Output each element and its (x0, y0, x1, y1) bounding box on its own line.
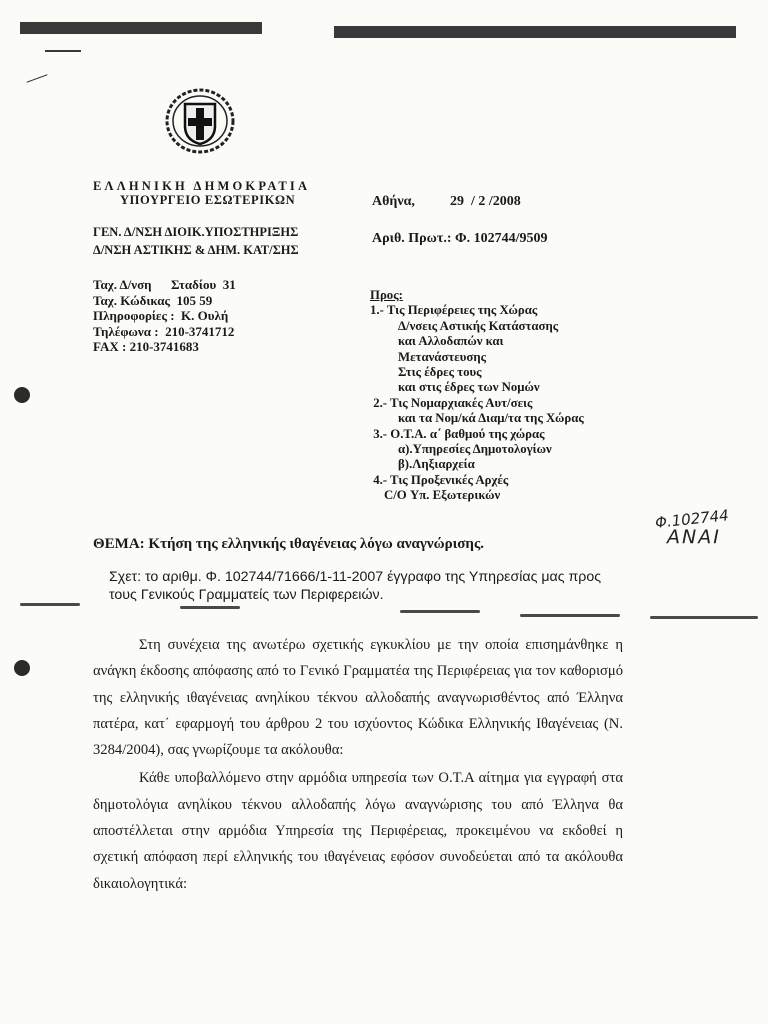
reference-line: Σχετ: το αριθμ. Φ. 102744/71666/1-11-2007 έγγραφο της Υπηρεσίας μας προς τους Γενικούς Γραμματείς των Περιφερειών. (109, 569, 602, 603)
scan-streak (400, 610, 480, 613)
scan-streak (20, 603, 80, 606)
recipient-line: 3.- Ο.Τ.Α. α΄ βαθμού της χώρας (370, 426, 545, 441)
punch-hole-top (14, 387, 30, 403)
recipient-line: 1.- Τις Περιφέρειες της Χώρας (370, 303, 538, 318)
recipient-line: και στις έδρες των Νομών (398, 380, 540, 395)
document-city: Αθήνα, (372, 194, 415, 209)
document-date: 29 / 2 /2008 (450, 194, 521, 209)
body-paragraph-2: Κάθε υποβαλλόμενο στην αρμόδια υπηρεσία των Ο.Τ.Α αίτημα για εγγραφή στα δημοτολόγια ανηλίκου τέκνου αλλοδαπής λόγω αναγνώρισης του από Έλληνα θα αποστέλλεται στην αρμόδια Υπηρεσία της Περιφέρειας, προκειμένου να εκδοθεί η σχετική απόφαση περί ελληνικής του ιθαγένειας εφόσον συνοδεύεται από τα ακόλουθα δικαιολογητικά: (93, 770, 623, 892)
recipient-list (370, 303, 584, 503)
scan-streak (650, 616, 758, 619)
contact-info: Πληροφορίες : Κ. Ουλή (93, 308, 229, 324)
letter-body (93, 632, 623, 897)
recipient-line: 4.- Τις Προξενικές Αρχές (370, 472, 509, 487)
contact-address: Ταχ. Δ/νση Σταδίου 31 (93, 277, 236, 292)
scan-mark-left (45, 50, 81, 52)
scan-streak (520, 614, 620, 617)
contact-block (93, 277, 236, 355)
protocol-number: Αριθ. Πρωτ.: Φ. 102744/9509 (372, 231, 548, 246)
recipient-line: 2.- Τις Νομαρχιακές Αυτ/σεις (370, 395, 533, 410)
recipient-line: β).Ληξιαρχεία (398, 457, 475, 472)
recipient-line: και τα Νομ/κά Διαμ/τα της Χώρας (398, 411, 584, 426)
recipients-block (370, 288, 584, 504)
greek-coat-of-arms-icon (165, 88, 235, 154)
recipient-line: Μετανάστευσης (398, 349, 487, 364)
recipient-line: C/O Υπ. Εξωτερικών (384, 488, 501, 503)
contact-fax: FAX : 210-3741683 (93, 339, 199, 355)
scan-bar-top-left (20, 22, 262, 34)
contact-phone: Τηλέφωνα : 210-3741712 (93, 323, 235, 339)
scan-bar-top-right (334, 26, 736, 38)
recipient-line: και Αλλοδαπών και (398, 334, 504, 349)
punch-hole-bottom (14, 660, 30, 676)
contact-postal-code: Ταχ. Κώδικας 105 59 (93, 292, 213, 308)
recipient-line: Στις έδρες τους (398, 365, 482, 380)
scan-streak (180, 606, 240, 609)
handwritten-file-number: Φ.102744 (654, 506, 730, 532)
recipients-heading: Προς: (370, 288, 403, 302)
directorate: Δ/ΝΣΗ ΑΣΤΙΚΗΣ & ΔΗΜ. ΚΑΤ/ΣΗΣ (93, 243, 299, 257)
subject-line: ΘΕΜΑ: Κτήση της ελληνικής ιθαγένειας λόγω αναγνώρισης. (93, 536, 485, 552)
scan-mark-left-2 (26, 74, 47, 82)
handwritten-note (654, 506, 730, 548)
body-paragraph-1: Στη συνέχεια της ανωτέρω σχετικής εγκυκλίου με την οποία επισημάνθηκε η ανάγκη έκδοσης απόφασης από το Γενικό Γραμματέα της Περιφέρειας για τον καθορισμό της ελληνικής ιθαγένειας ανηλίκου τέκνου αλλοδαπής αναγνωρισθέντος από Έλληνα πατέρα, κατ΄ εφαρμογή του άρθρου 2 του ισχύοντος Κώδικα Ελληνικής Ιθαγένειας (Ν. 3284/2004), σας γνωρίζουμε τα ακόλουθα: (93, 637, 623, 759)
handwritten-code: ΑΝΑΙ (667, 526, 721, 548)
recipient-line: α).Υπηρεσίες Δημοτολογίων (398, 442, 552, 457)
ministry-name: ΥΠΟΥΡΓΕΙΟ ΕΣΩΤΕΡΙΚΩΝ (120, 193, 296, 207)
recipient-line: Δ/νσεις Αστικής Κατάστασης (398, 318, 559, 333)
general-directorate: ΓΕΝ. Δ/ΝΣΗ ΔΙΟΙΚ.ΥΠΟΣΤΗΡΙΞΗΣ (93, 225, 299, 239)
state-name: ΕΛΛΗΝΙΚΗ ΔΗΜΟΚΡΑΤΙΑ (93, 179, 311, 193)
